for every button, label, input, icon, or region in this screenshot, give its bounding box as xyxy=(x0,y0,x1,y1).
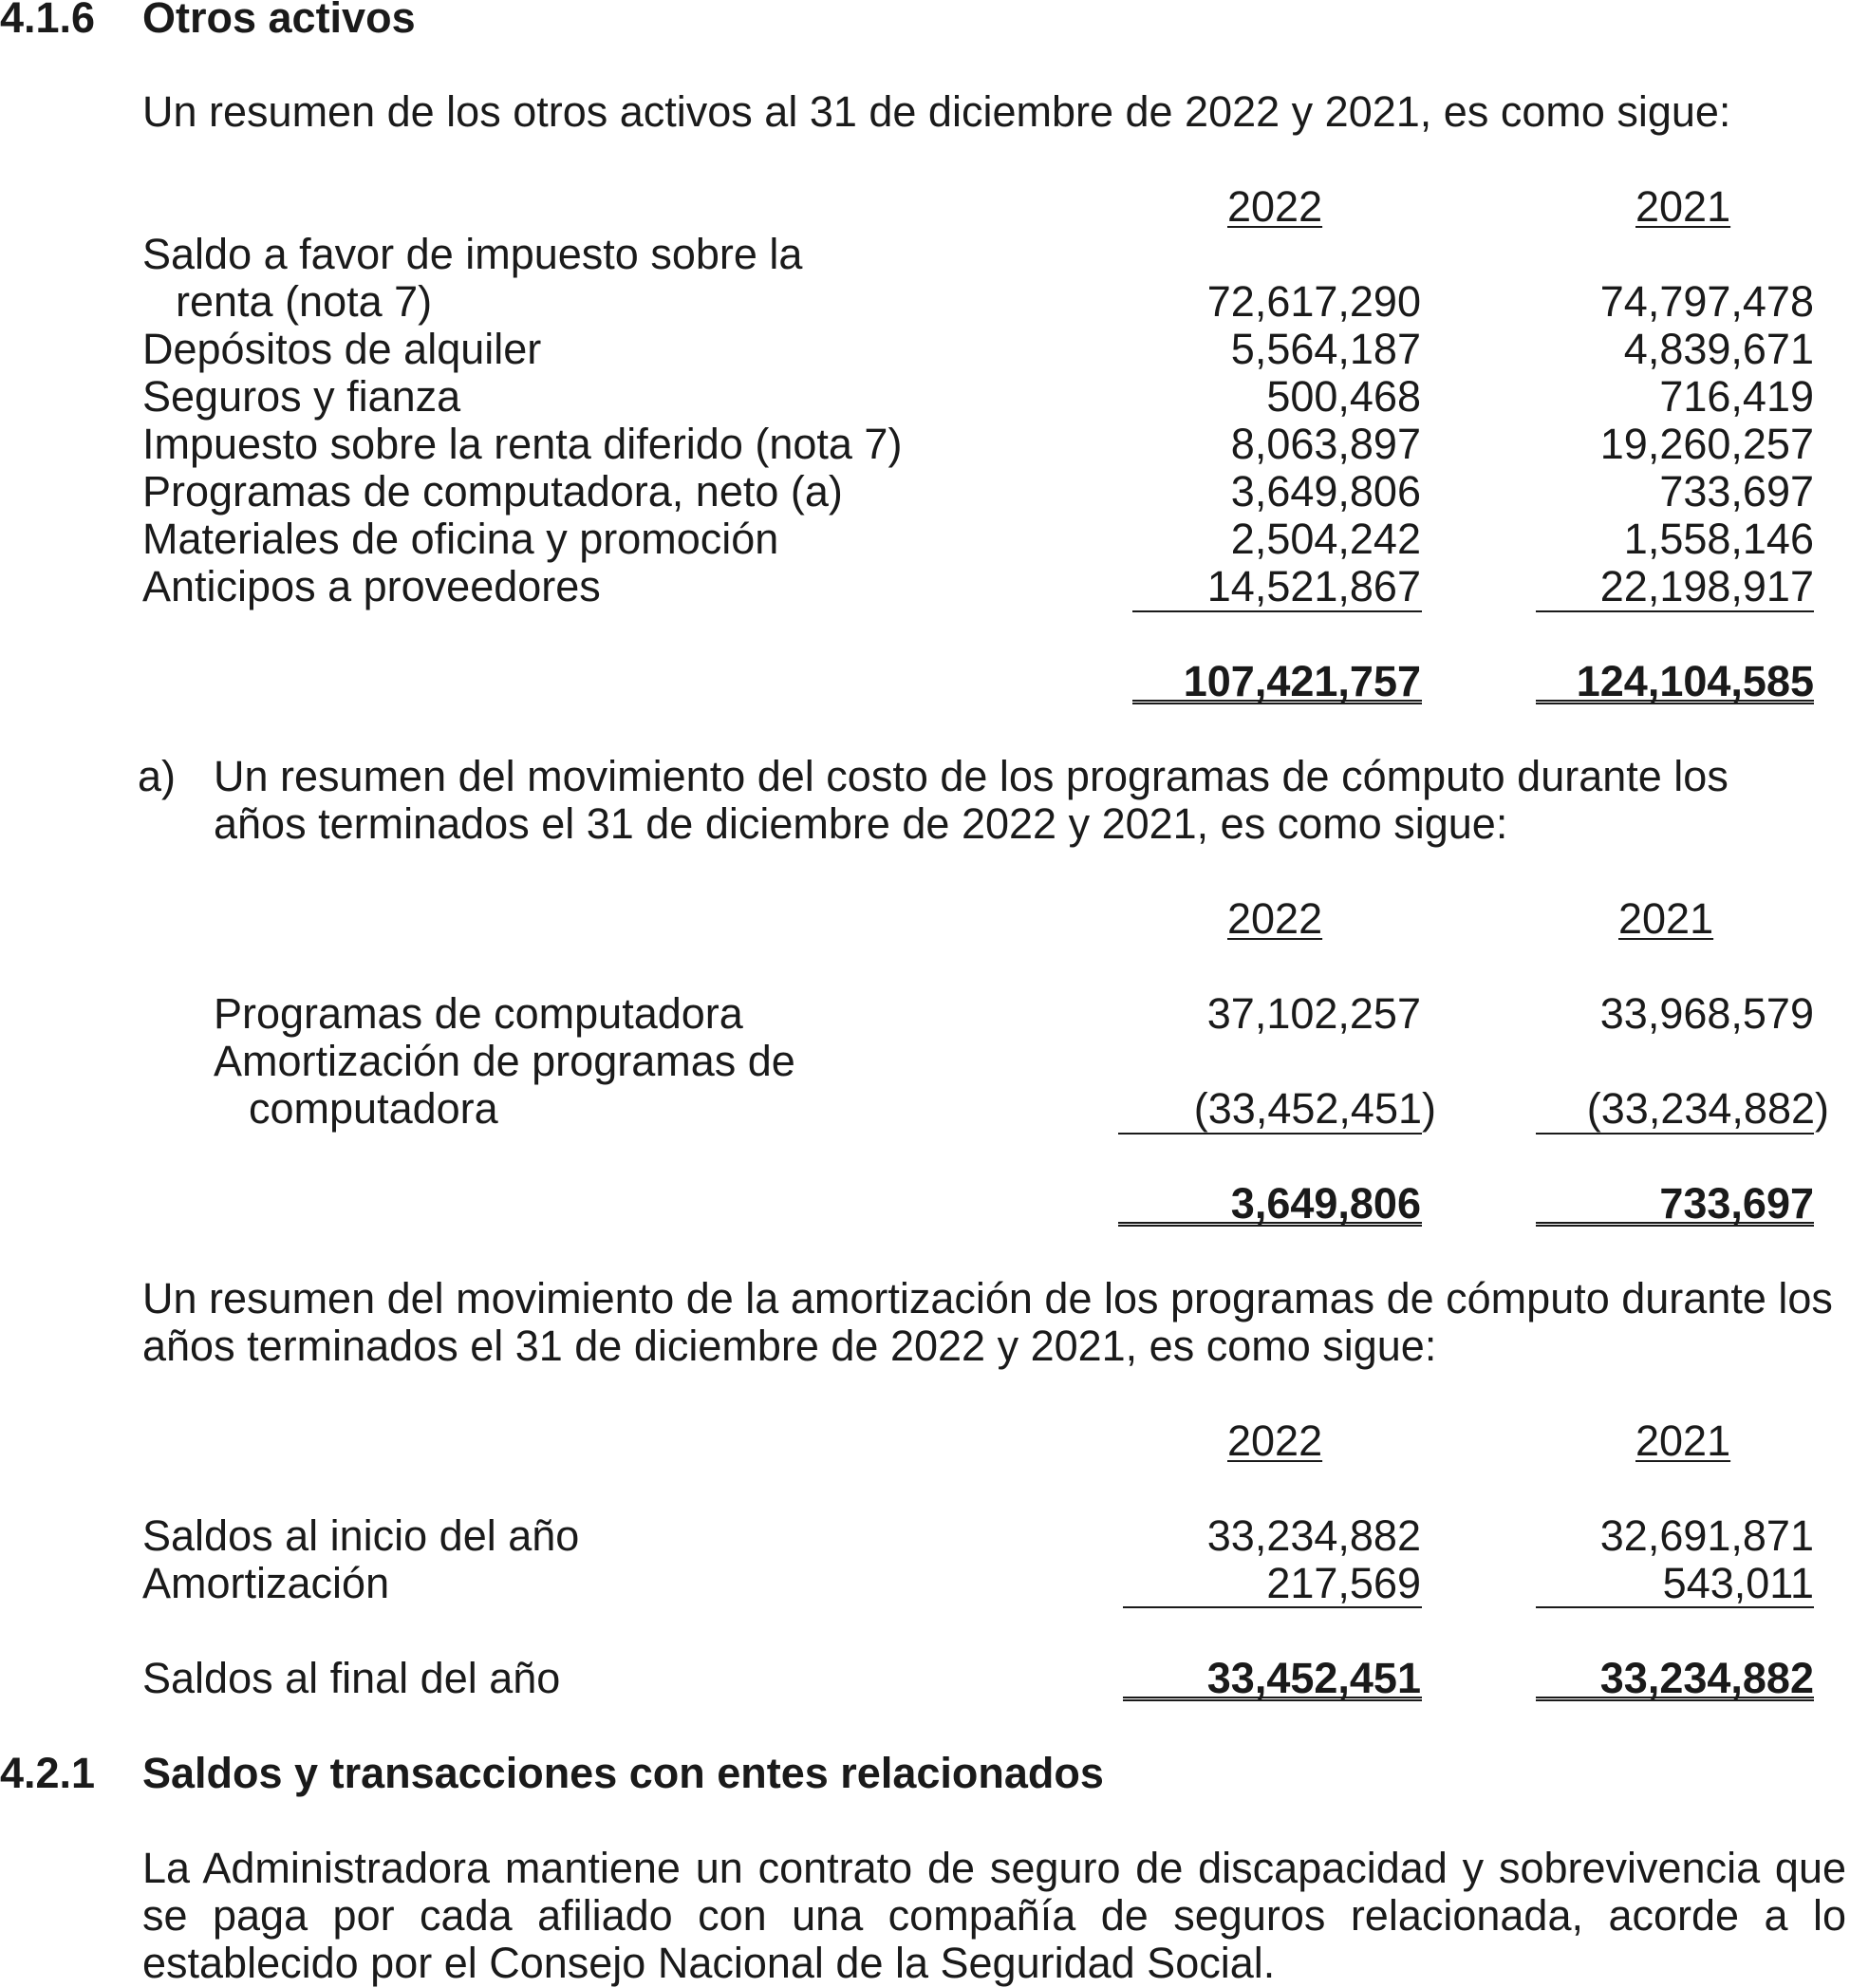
subtotal-rule xyxy=(1536,610,1814,612)
col-header-2021: 2021 xyxy=(1635,1416,1731,1465)
row-label: Impuesto sobre la renta diferido (nota 7) xyxy=(142,420,903,468)
total-value-2022: 3,649,806 xyxy=(1230,1179,1421,1228)
total-double-rule xyxy=(1536,1222,1814,1227)
subtotal-rule xyxy=(1536,1606,1814,1608)
row-value-2021: 22,198,917 xyxy=(1599,562,1814,610)
total-double-rule xyxy=(1536,700,1814,704)
section-paragraph: La Administradora mantiene un contrato de seguro de discapacidad y sobrevivencia que se paga por cada afiliado con una compañía de seguros relacionada, acorde a lo establecido por el Consejo Nacional de la Seguridad Social. xyxy=(142,1844,1846,1987)
total-double-rule xyxy=(1132,700,1422,704)
total-value-2022: 33,452,451 xyxy=(1206,1654,1421,1702)
row-label: renta (nota 7) xyxy=(176,277,433,326)
row-value-2022: 33,234,882 xyxy=(1206,1511,1421,1560)
row-value-2021: 4,839,671 xyxy=(1623,325,1814,373)
row-value-2022: 3,649,806 xyxy=(1230,467,1421,516)
row-value-2022: 37,102,257 xyxy=(1206,989,1421,1038)
total-label: Saldos al final del año xyxy=(142,1654,561,1702)
total-value-2021: 124,104,585 xyxy=(1576,657,1814,705)
amortization-text: años terminados el 31 de diciembre de 2022 y 2021, es como sigue: xyxy=(142,1322,1437,1370)
section-title: Otros activos xyxy=(142,0,416,42)
row-value-2021: 19,260,257 xyxy=(1599,420,1814,468)
row-value-2022: (33,452,451) xyxy=(1193,1084,1436,1133)
row-value-2021: 716,419 xyxy=(1659,372,1814,421)
row-value-2021: 74,797,478 xyxy=(1599,277,1814,326)
row-label: Amortización xyxy=(142,1559,390,1607)
row-label: computadora xyxy=(249,1084,498,1133)
row-value-2021: (33,234,882) xyxy=(1586,1084,1829,1133)
row-value-2022: 217,569 xyxy=(1266,1559,1421,1607)
col-header-2021: 2021 xyxy=(1618,894,1714,943)
row-value-2022: 72,617,290 xyxy=(1206,277,1421,326)
row-value-2021: 1,558,146 xyxy=(1623,515,1814,563)
note-marker: a) xyxy=(138,752,177,800)
row-label: Materiales de oficina y promoción xyxy=(142,515,779,563)
row-label: Saldos al inicio del año xyxy=(142,1511,580,1560)
row-value-2022: 5,564,187 xyxy=(1230,325,1421,373)
row-label: Anticipos a proveedores xyxy=(142,562,601,610)
row-label: Depósitos de alquiler xyxy=(142,325,542,373)
subtotal-rule xyxy=(1536,1133,1814,1135)
section-intro: Un resumen de los otros activos al 31 de diciembre de 2022 y 2021, es como sigue: xyxy=(142,87,1731,136)
row-label: Programas de computadora xyxy=(214,989,743,1038)
col-header-2022: 2022 xyxy=(1227,894,1323,943)
total-value-2021: 33,234,882 xyxy=(1599,1654,1814,1702)
total-value-2022: 107,421,757 xyxy=(1183,657,1421,705)
note-text: Un resumen del movimiento del costo de los programas de cómputo durante los xyxy=(214,752,1729,800)
row-value-2022: 500,468 xyxy=(1266,372,1421,421)
row-value-2022: 2,504,242 xyxy=(1230,515,1421,563)
row-value-2022: 8,063,897 xyxy=(1230,420,1421,468)
note-text: años terminados el 31 de diciembre de 2022 y 2021, es como sigue: xyxy=(214,799,1508,848)
total-double-rule xyxy=(1118,1222,1422,1227)
row-label: Saldo a favor de impuesto sobre la xyxy=(142,230,803,278)
row-value-2021: 733,697 xyxy=(1659,467,1814,516)
row-value-2022: 14,521,867 xyxy=(1206,562,1421,610)
row-label: Programas de computadora, neto (a) xyxy=(142,467,843,516)
subtotal-rule xyxy=(1118,1133,1422,1135)
col-header-2021: 2021 xyxy=(1635,182,1731,231)
total-value-2021: 733,697 xyxy=(1659,1179,1814,1228)
amortization-text: Un resumen del movimiento de la amortización de los programas de cómputo durante los xyxy=(142,1274,1833,1322)
total-double-rule xyxy=(1536,1697,1814,1701)
col-header-2022: 2022 xyxy=(1227,182,1323,231)
col-header-2022: 2022 xyxy=(1227,1416,1323,1465)
row-value-2021: 543,011 xyxy=(1662,1559,1814,1607)
row-label: Amortización de programas de xyxy=(214,1037,795,1085)
total-double-rule xyxy=(1123,1697,1422,1701)
row-value-2021: 32,691,871 xyxy=(1599,1511,1814,1560)
subtotal-rule xyxy=(1123,1606,1422,1608)
row-value-2021: 33,968,579 xyxy=(1599,989,1814,1038)
section-number: 4.1.6 xyxy=(0,0,96,42)
section-number: 4.2.1 xyxy=(0,1749,96,1797)
subtotal-rule xyxy=(1132,610,1422,612)
row-label: Seguros y fianza xyxy=(142,372,461,421)
section-title: Saldos y transacciones con entes relacionados xyxy=(142,1749,1104,1797)
